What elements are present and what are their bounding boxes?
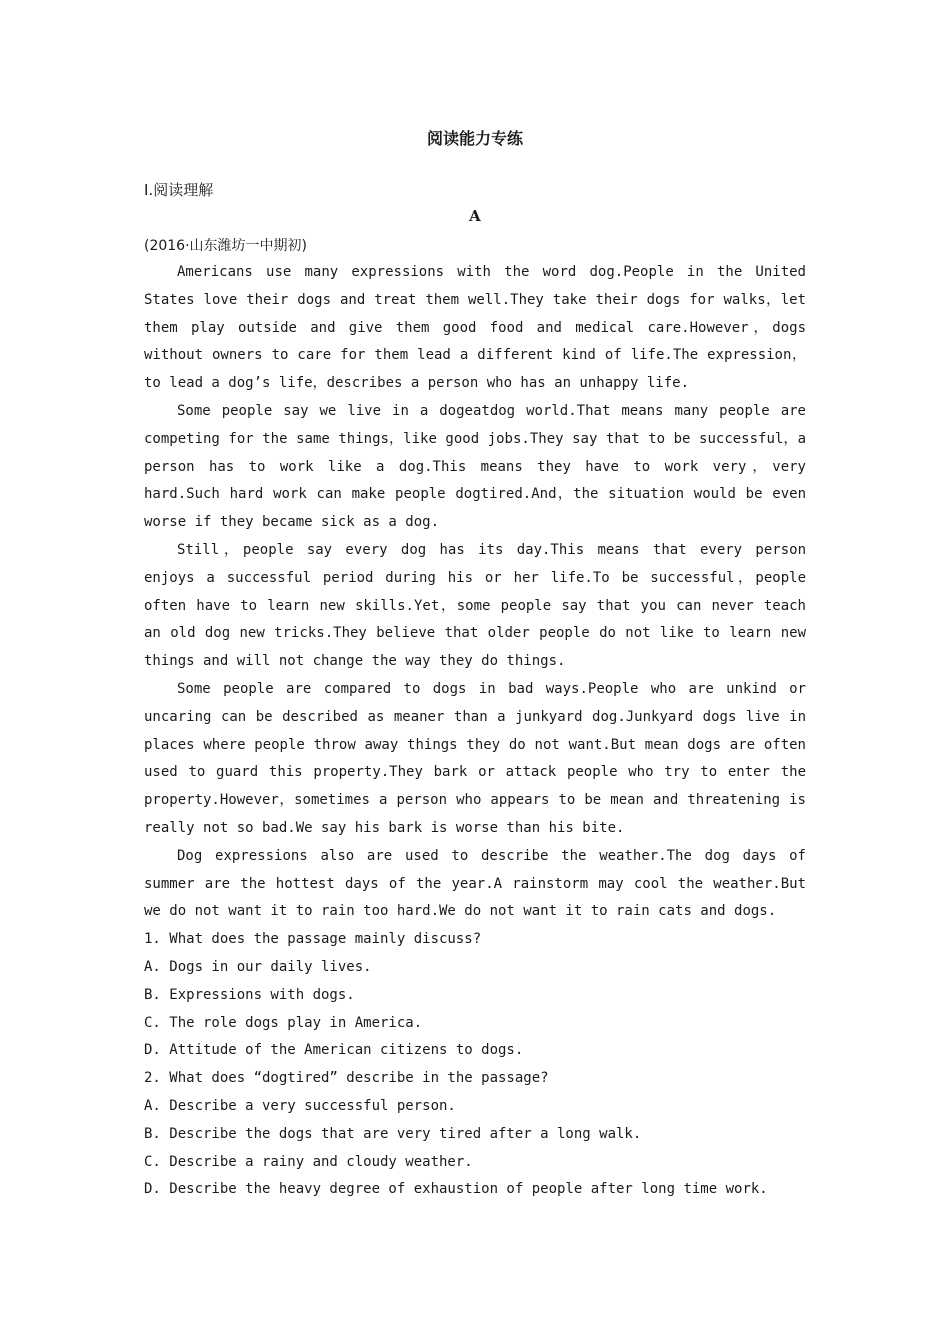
- answer-option: A. Describe a very successful person.: [144, 1097, 456, 1114]
- answer-option: B. Describe the dogs that are very tired after a long walk.: [144, 1125, 642, 1142]
- answer-option: C. The role dogs play in America.: [144, 1014, 423, 1031]
- page-title: 阅读能力专练: [426, 129, 523, 148]
- passage-paragraph-2: Some people say we live in a dogeatdog world.That means many people are competing for the same things，like good jobs.They say that to be successful，a person has to work like a dog.This means they have to work very，very hard.Such hard work can make people dogtired.And，the situation would be even worse if they became sick as a dog.: [144, 402, 806, 531]
- passage-paragraph-5: Dog expressions also are used to describe the weather.The dog days of summer are the hottest days of the year.A rainstorm may cool the weather.But we do not want it to rain too hard.We do not want it to rain cats and dogs.: [144, 847, 806, 920]
- section-heading: Ⅰ.阅读理解: [144, 181, 214, 199]
- question-2: [144, 1065, 806, 1204]
- passage-paragraph-4: Some people are compared to dogs in bad ways.People who are unkind or uncaring can be described as meaner than a junkyard dog.Junkyard dogs live in places where people throw away things they do not want.But mean dogs are often used to guard this property.They bark or attack people who try to enter the property.However，sometimes a person who appears to be mean and threatening is really not so bad.We say his bark is worse than his bite.: [144, 680, 806, 836]
- question-stem: 1. What does the passage mainly discuss?: [144, 931, 482, 948]
- answer-option: D. Attitude of the American citizens to dogs.: [144, 1042, 524, 1059]
- answer-option: D. Describe the heavy degree of exhaustion of people after long time work.: [144, 1181, 768, 1198]
- answer-option: A. Dogs in our daily lives.: [144, 958, 372, 975]
- source-note: (2016·山东潍坊一中期初): [144, 238, 308, 254]
- part-label: A: [469, 207, 481, 225]
- question-1: [144, 926, 806, 1065]
- answer-option: B. Expressions with dogs.: [144, 986, 355, 1003]
- passage-paragraph-3: Still，people say every dog has its day.This means that every person enjoys a successful period during his or her life.To be successful，people often have to learn new skills.Yet，some people say that you can never teach an old dog new tricks.They believe that older people do not like to learn new things and will not change the way they do things.: [144, 541, 806, 670]
- question-stem: 2. What does “dogtired” describe in the passage?: [144, 1070, 549, 1087]
- passage-paragraph-1: Americans use many expressions with the word dog.People in the United States love their dogs and treat them well.They take their dogs for walks，let them play outside and give them good food and medical care.However，dogs without owners to care for them lead a different kind of life.The expression，to lead a dog’s life，describes a person who has an unhappy life.: [144, 264, 806, 392]
- answer-option: C. Describe a rainy and cloudy weather.: [144, 1153, 473, 1170]
- passage-body: [144, 259, 806, 1204]
